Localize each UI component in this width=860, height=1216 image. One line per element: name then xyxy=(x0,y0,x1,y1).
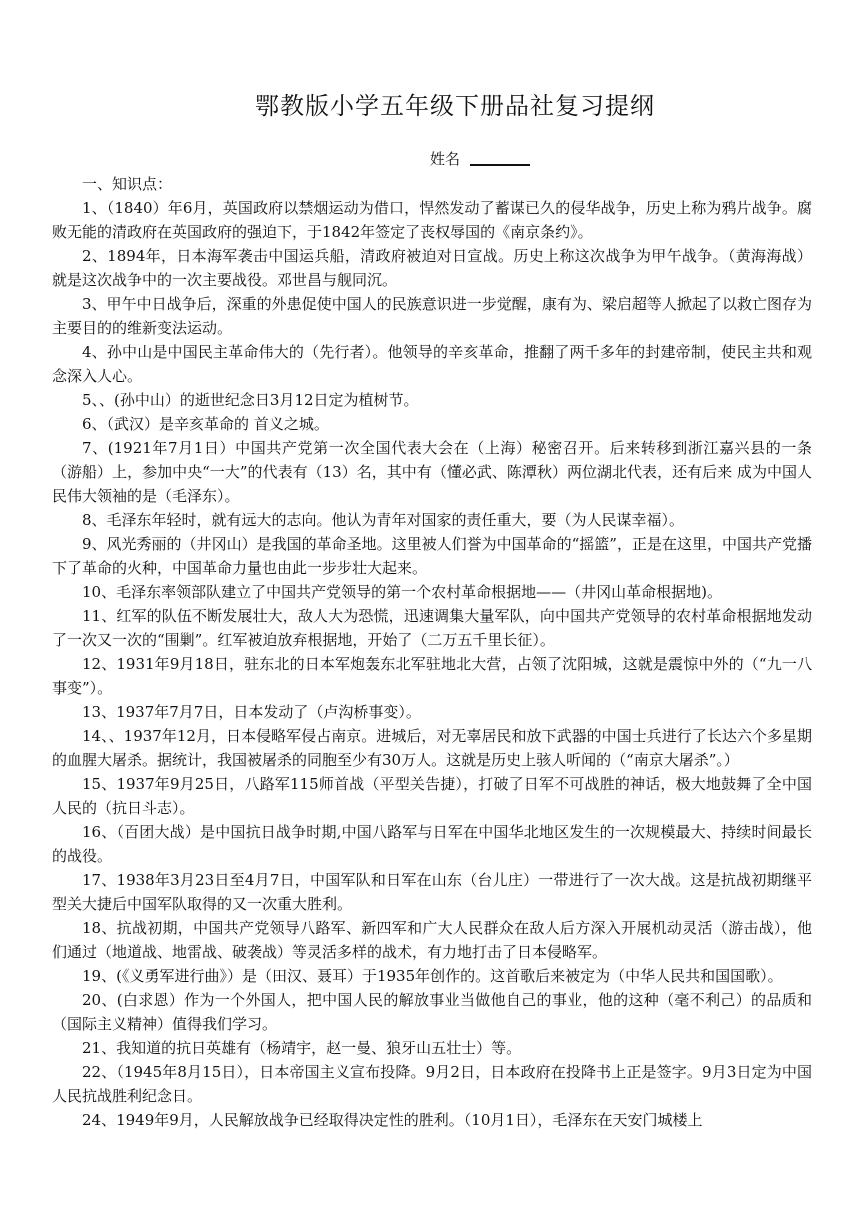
knowledge-item-4: 4、孙中山是中国民主革命伟大的（先行者）。他领导的辛亥革命，推翻了两千多年的封建帝制，使民主共和观念深入人心。 xyxy=(52,343,812,385)
knowledge-item-9: 9、风光秀丽的（井冈山）是我国的革命圣地。这里被人们誉为中国革命的“摇篮”，正是在这里，中国共产党播下了革命的火种，中国革命力量也由此一步步壮大起来。 xyxy=(52,535,812,577)
knowledge-item-20: 20、(白求恩）作为一个外国人，把中国人民的解放事业当做他自己的事业，他的这种（毫不利己）的品质和（国际主义精神）值得我们学习。 xyxy=(52,991,812,1033)
knowledge-item-12: 12、1931年9月18日，驻东北的日本军炮轰东北军驻地北大营，占领了沈阳城，这就是震惊中外的（“九一八事变”）。 xyxy=(52,655,812,697)
knowledge-item-22: 22、（1945年8月15日），日本帝国主义宣布投降。9月2日，日本政府在投降书上正是签字。9月3日定为中国人民抗战胜利纪念日。 xyxy=(52,1063,812,1105)
knowledge-item-2: 2、1894年，日本海军袭击中国运兵船，清政府被迫对日宣战。历史上称这次战争为甲午战争。（黄海海战）就是这次战争中的一次主要战役。邓世昌与舰同沉。 xyxy=(52,247,812,289)
knowledge-item-10: 10、毛泽东率领部队建立了中国共产党领导的第一个农村革命根据地——（井冈山革命根据地)。 xyxy=(82,583,722,601)
name-label: 姓名 xyxy=(430,150,461,168)
name-blank-line xyxy=(470,150,530,166)
knowledge-item-6: 6、（武汉）是辛亥革命的 首义之城。 xyxy=(82,415,329,433)
knowledge-item-3: 3、甲午中日战争后，深重的外患促使中国人的民族意识进一步觉醒，康有为、梁启超等人掀起了以救亡图存为主要目的的维新变法运动。 xyxy=(52,295,812,337)
knowledge-item-11: 11、红军的队伍不断发展壮大，敌人大为恐慌，迅速调集大量军队，向中国共产党领导的农村革命根据地发动了一次又一次的“围剿”。红军被迫放弃根据地，开始了（二万五千里长征）。 xyxy=(52,607,812,649)
knowledge-item-24: 24、1949年9月，人民解放战争已经取得决定性的胜利。（10月1日），毛泽东在天安门城楼上 xyxy=(82,1111,703,1129)
knowledge-item-13: 13、1937年7月7日，日本发动了（卢沟桥事变）。 xyxy=(82,703,421,721)
knowledge-item-7: 7、(1921年7月1日）中国共产党第一次全国代表大会在（上海）秘密召开。后来转移到浙江嘉兴县的一条（游船）上，参加中央“一大”的代表有（13）名，其中有（懂必武、陈潭秋）两位湖北代表，还有后来 成为中国人民伟大领袖的是（毛泽东）。 xyxy=(52,439,812,505)
knowledge-item-16: 16、（百团大战）是中国抗日战争时期,中国八路军与日军在中国华北地区发生的一次规模最大、持续时间最长的战役。 xyxy=(52,823,812,865)
name-field xyxy=(430,148,530,169)
knowledge-item-19: 19、(《义勇军进行曲》）是（田汉、聂耳）于1935年创作的。这首歌后来被定为（中华人民共和国国歌）。 xyxy=(82,967,783,985)
knowledge-item-21: 21、我知道的抗日英雄有（杨靖宇，赵一曼、狼牙山五壮士）等。 xyxy=(82,1039,522,1057)
knowledge-item-15: 15、1937年9月25日，八路军115师首战（平型关告捷），打破了日军不可战胜的神话，极大地鼓舞了全中国人民的（抗日斗志）。 xyxy=(52,775,812,817)
document-body xyxy=(52,172,812,1132)
knowledge-item-17: 17、1938年3月23日至4月7日，中国军队和日军在山东（台儿庄）一带进行了一次大战。这是抗战初期继平型关大捷后中国军队取得的又一次重大胜利。 xyxy=(52,871,812,913)
knowledge-item-14: 14、、1937年12月，日本侵略军侵占南京。进城后，对无辜居民和放下武器的中国士兵进行了长达六个多星期的血腥大屠杀。据统计，我国被屠杀的同胞至少有30万人。这就是历史上骇人听闻的（“南京大屠杀”。） xyxy=(52,727,812,769)
section-heading: 一、知识点： xyxy=(82,175,173,193)
knowledge-item-8: 8、毛泽东年轻时，就有远大的志向。他认为青年对国家的责任重大，要（为人民谋幸福）。 xyxy=(82,511,685,529)
knowledge-item-5: 5、、(孙中山）的逝世纪念日3月12日定为植树节。 xyxy=(82,391,419,409)
knowledge-item-18: 18、抗战初期，中国共产党领导八路军、新四军和广大人民群众在敌人后方深入开展机动灵活（游击战），他们通过（地道战、地雷战、破袭战）等灵活多样的战术，有力地打击了日本侵略军。 xyxy=(52,919,812,961)
document-title: 鄂教版小学五年级下册品社复习提纲 xyxy=(255,92,655,120)
knowledge-item-1: 1、（1840）年6月，英国政府以禁烟运动为借口，悍然发动了蓄谋已久的侵华战争，历史上称为鸦片战争。腐败无能的清政府在英国政府的强迫下，于1842年签定了丧权辱国的《南京条约》。 xyxy=(52,199,812,241)
